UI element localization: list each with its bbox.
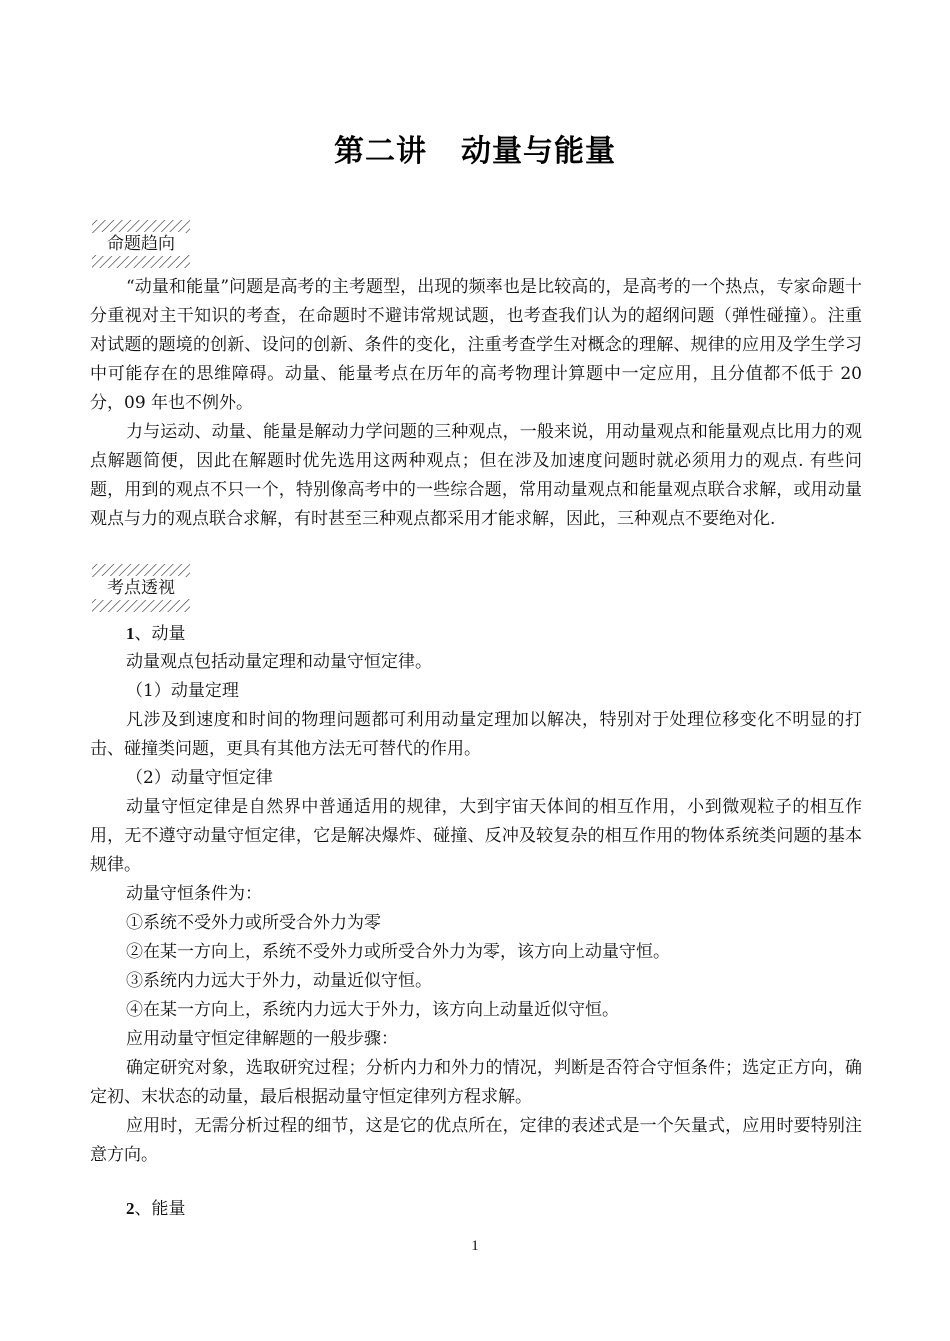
title-topic: 动量与能量	[461, 134, 616, 169]
section-label-trend: 命题趋向	[90, 233, 192, 255]
section-tag-trend	[90, 218, 192, 270]
heading-momentum: 1、动量	[126, 624, 186, 644]
condition-2: ②在某一方向上，系统不受外力或所受合外力为零，该方向上动量守恒。	[126, 942, 670, 962]
condition-3: ③系统内力远大于外力，动量近似守恒。	[126, 971, 432, 991]
subheading-conservation-law: （2）动量守恒定律	[126, 768, 273, 788]
subheading-impulse-theorem: （1）动量定理	[126, 681, 239, 701]
page-title	[0, 126, 950, 170]
page-number: 1	[471, 1238, 479, 1254]
momentum-intro: 动量观点包括动量定理和动量守恒定律。	[126, 652, 432, 672]
steps-title: 应用动量守恒定律解题的一般步骤：	[126, 1029, 398, 1049]
section-tag-focus	[90, 562, 192, 614]
title-lecture: 第二讲	[334, 134, 427, 169]
heading-energy: 2、能量	[126, 1199, 186, 1219]
condition-1: ①系统不受外力或所受合外力为零	[126, 913, 381, 933]
application-note: 应用时，无需分析过程的细节，这是它的优点所在，定律的表述式是一个矢量式，应用时要特别注意方向。	[90, 1116, 862, 1165]
impulse-theorem-text: 凡涉及到速度和时间的物理问题都可利用动量定理加以解决，特别对于处理位移变化不明显的打击、碰撞类问题，更具有其他方法无可替代的作用。	[90, 710, 862, 759]
steps-text: 确定研究对象，选取研究过程；分析内力和外力的情况，判断是否符合守恒条件；选定正方向，确定初、末状态的动量，最后根据动量守恒定律列方程求解。	[90, 1058, 862, 1107]
conservation-law-text: 动量守恒定律是自然界中普通适用的规律，大到宇宙天体间的相互作用，小到微观粒子的相互作用，无不遵守动量守恒定律，它是解决爆炸、碰撞、反冲及较复杂的相互作用的物体系统类问题的基本规律。	[90, 797, 862, 875]
condition-4: ④在某一方向上，系统内力远大于外力，该方向上动量近似守恒。	[126, 1000, 619, 1020]
trend-paragraph-2: 力与运动、动量、能量是解动力学问题的三种观点，一般来说，用动量观点和能量观点比用力的观点解题简便，因此在解题时优先选用这两种观点；但在涉及加速度问题时就必须用力的观点. 有些问题，用到的观点不只一个，特别像高考中的一些综合题，常用动量观点和能量观点联合求解，或用动量观点与力的观点联合求解，有时甚至三种观点都采用才能求解，因此，三种观点不要绝对化.	[90, 422, 862, 529]
trend-paragraph-1: “动量和能量”问题是高考的主考题型，出现的频率也是比较高的，是高考的一个热点，专家命题十分重视对主干知识的考查，在命题时不避讳常规试题，也考查我们认为的超纲问题（弹性碰撞）。注重对试题的题境的创新、设问的创新、条件的变化，注重考查学生对概念的理解、规律的应用及学生学习中可能存在的思维障碍。动量、能量考点在历年的高考物理计算题中一定应用，且分值都不低于 20 分，09 年也不例外。	[90, 277, 862, 413]
section-label-focus: 考点透视	[90, 577, 192, 599]
conservation-conditions-title: 动量守恒条件为：	[126, 884, 262, 904]
